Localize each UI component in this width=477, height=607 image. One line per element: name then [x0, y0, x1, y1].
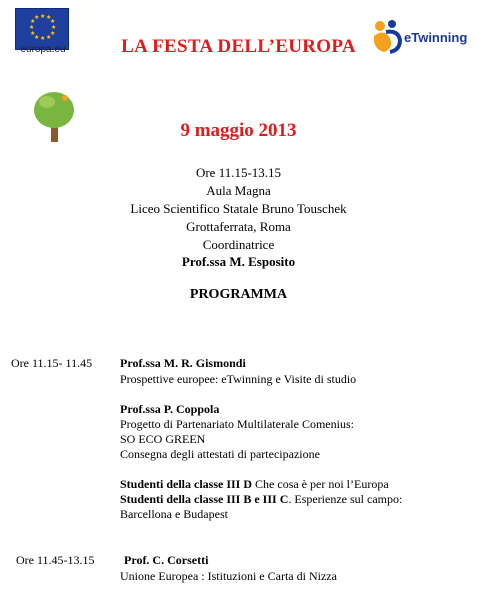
svg-text:★: ★	[50, 30, 56, 37]
info-school: Liceo Scientifico Statale Bruno Touschek	[130, 201, 347, 216]
speaker-corsetti: Prof. C. Corsetti	[124, 553, 209, 567]
info-coordinator: Prof.ssa M. Esposito	[181, 254, 296, 269]
svg-text:★: ★	[51, 24, 57, 31]
slot1-time: Ore 11.15- 11.45	[11, 356, 93, 370]
speaker-corsetti-desc: Unione Europea : Istituzioni e Carta di Nizza	[120, 569, 337, 583]
coppola-line3: Consegna degli attestati di partecipazione	[120, 447, 320, 461]
svg-text:★: ★	[46, 34, 52, 41]
speaker-gismondi: Prof.ssa M. R. Gismondi	[120, 356, 246, 370]
students-3d	[120, 477, 389, 492]
info-room: Aula Magna	[206, 183, 271, 198]
info-time: Ore 11.15-13.15	[195, 165, 282, 180]
svg-text:★: ★	[50, 18, 56, 25]
students-3b-3c-line2: Barcellona e Budapest	[120, 507, 228, 521]
programma-heading: PROGRAMMA	[189, 287, 288, 302]
info-city: Grottaferrata, Roma	[186, 219, 291, 234]
svg-text:★: ★	[34, 14, 40, 21]
etwinning-label: eTwinning	[404, 30, 468, 45]
speaker-coppola: Prof.ssa P. Coppola	[120, 402, 220, 416]
svg-text:★: ★	[30, 18, 36, 25]
etwinning-figure-icon	[370, 18, 406, 56]
svg-text:★: ★	[30, 30, 36, 37]
svg-text:★: ★	[40, 35, 46, 42]
coppola-line2: SO ECO GREEN	[120, 432, 206, 446]
svg-text:★: ★	[29, 24, 35, 31]
info-role: Coordinatrice	[202, 237, 275, 252]
students-3b-3c-topic: . Esperienze sul campo:	[288, 492, 403, 506]
event-date: 9 maggio 2013	[180, 120, 297, 141]
svg-text:★: ★	[40, 13, 46, 20]
slot2-time: Ore 11.45-13.15	[16, 553, 95, 567]
students-3b-3c-label: Studenti della classe III B e III C	[120, 492, 289, 506]
eu-logo-label: europa.eu	[20, 44, 66, 55]
students-3d-topic: Che cosa è per noi l’Europa	[252, 477, 389, 491]
coppola-line1: Progetto di Partenariato Multilaterale Comenius:	[120, 417, 354, 431]
students-3d-label: Studenti della classe III D	[120, 477, 253, 491]
speaker-gismondi-desc: Prospettive europee: eTwinning e Visite di studio	[120, 372, 357, 386]
svg-text:★: ★	[46, 14, 52, 21]
students-3b-3c	[120, 492, 402, 507]
page-title: LA FESTA DELL’EUROPA	[121, 36, 356, 57]
svg-text:★: ★	[34, 34, 40, 41]
